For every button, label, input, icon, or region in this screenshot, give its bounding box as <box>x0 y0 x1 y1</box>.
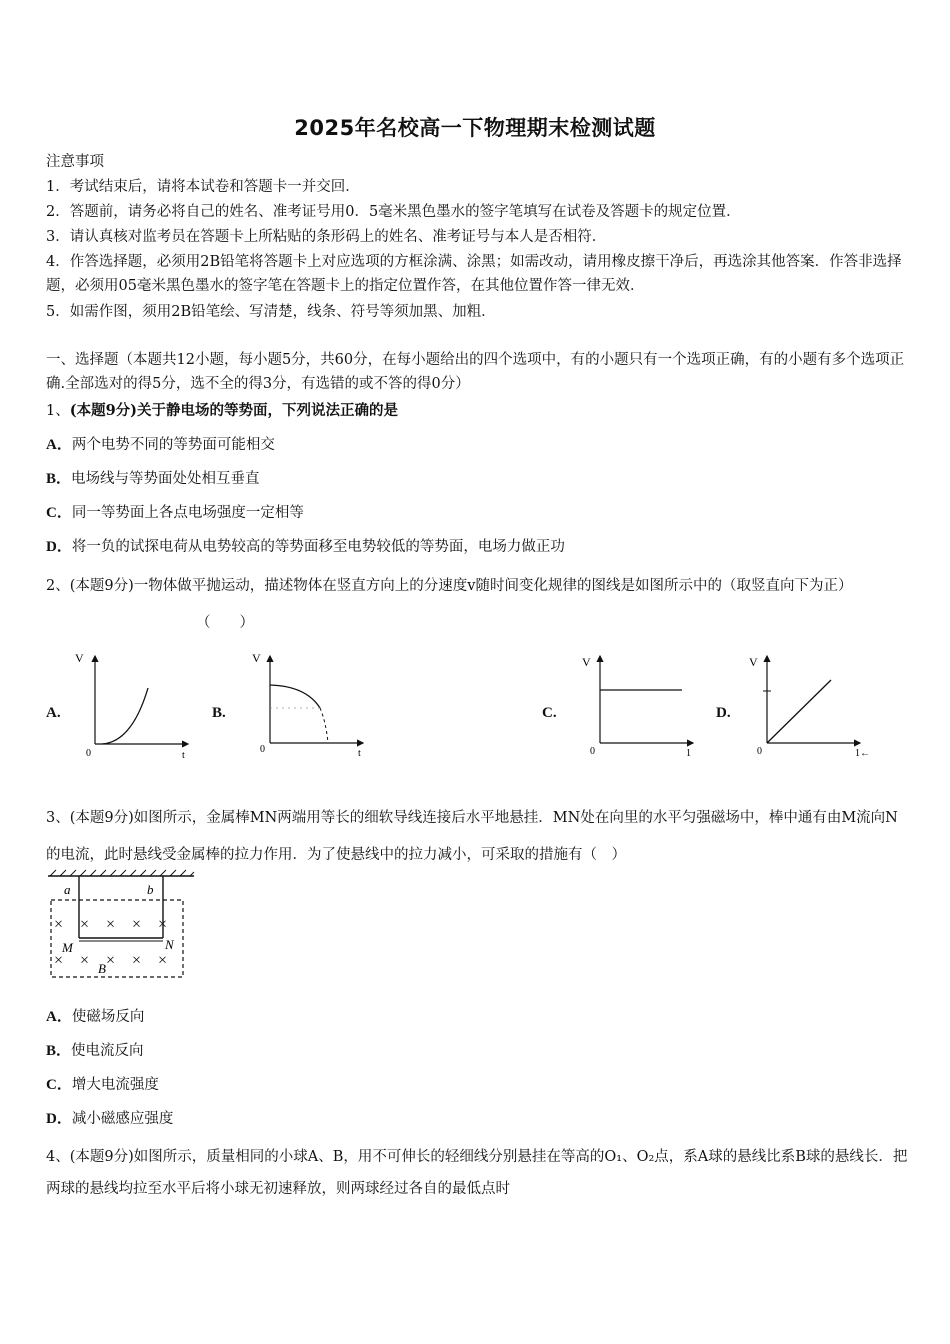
origin-label: 0 <box>757 746 762 757</box>
q3-option-b <box>46 1041 144 1061</box>
graph-curve <box>102 688 148 744</box>
option-text: 使磁场反向 <box>71 1009 145 1025</box>
graph-c-label: C. <box>542 705 557 721</box>
cross-mark: × <box>132 952 142 969</box>
question-2 <box>46 568 908 642</box>
y-axis-label: V <box>252 651 261 665</box>
notice-item-2: 2．答题前，请务必将自己的姓名、准考证号用0．5毫米黑色墨水的签字笔填写在试卷及答题卡的规定位置． <box>46 204 741 220</box>
notice-item-1: 1．考试结束后，请将本试卷和答题卡一并交回． <box>46 179 360 195</box>
q1-option-d <box>46 537 565 557</box>
graph-a-label: A. <box>46 705 61 721</box>
q3-option-c <box>46 1075 159 1095</box>
question-number: 1、 <box>46 403 70 419</box>
x-axis-label: 1← <box>855 748 870 759</box>
y-axis-label: V <box>749 655 758 669</box>
graph-curve <box>270 685 320 708</box>
option-label: B． <box>46 471 72 487</box>
cross-mark: × <box>106 952 116 969</box>
y-axis-label: V <box>75 651 84 665</box>
option-label: A． <box>46 1009 72 1025</box>
notice-item-3: 3．请认真核对监考员在答题卡上所粘贴的条形码上的姓名、准考证号与本人是否相符． <box>46 229 607 245</box>
graph-b <box>248 648 373 763</box>
graph-d <box>745 650 880 762</box>
question-stem: (本题9分)一物体做平抛运动，描述物体在竖直方向上的分速度v随时间变化规律的图线是如图所示中的（取竖直向下为正） <box>69 578 853 594</box>
question-3 <box>46 800 908 874</box>
q3-option-d <box>46 1109 173 1129</box>
option-text: 将一负的试探电荷从电势较高的等势面移至电势较低的等势面，电场力做正功 <box>71 539 565 555</box>
y-axis-label: V <box>582 655 591 669</box>
graph-line <box>767 680 831 743</box>
q1-option-c <box>46 503 304 523</box>
graph-curve-dashed <box>320 708 328 743</box>
question-number: 4、 <box>46 1149 70 1165</box>
option-label: C． <box>46 505 72 521</box>
option-text: 减小磁感应强度 <box>71 1111 174 1127</box>
notice-heading: 注意事项 <box>46 154 104 170</box>
q3-option-a <box>46 1007 144 1027</box>
cross-mark: × <box>106 916 116 933</box>
option-text: 同一等势面上各点电场强度一定相等 <box>71 505 304 521</box>
question-stem: (本题9分)如图所示，金属棒MN两端用等长的细软导线连接后水平地悬挂．MN处在向里的水平匀强磁场中，棒中通有由M流向N的电流，此时悬线受金属棒的拉力作用．为了使悬线中的拉力减小，可采取的措施有（ ） <box>46 810 898 863</box>
cross-mark: × <box>54 952 64 969</box>
question-stem: (本题9分)如图所示，质量相同的小球A、B，用不可伸长的轻细线分别悬挂在等高的O₁、O₂点，系A球的悬线比系B球的悬线长．把两球的悬线均拉至水平后将小球无初速释放，则两球经过各自的最低点时 <box>46 1149 908 1197</box>
x-axis-label: t <box>182 750 185 761</box>
label-a: a <box>64 882 71 897</box>
question-number: 2、 <box>46 578 70 594</box>
ceiling-hatch <box>50 870 194 876</box>
cross-mark: × <box>80 952 90 969</box>
q1-option-b <box>46 469 260 489</box>
option-text: 电场线与等势面处处相互垂直 <box>71 471 260 487</box>
origin-label: 0 <box>260 744 265 755</box>
cross-mark: × <box>158 952 168 969</box>
section-intro: 一、选择题（本题共12小题，每小题5分，共60分，在每小题给出的四个选项中，有的小题只有一个选项正确，有的小题有多个选项正确.全部选对的得5分，选不全的得3分，有选错的或不答的得0分） <box>46 352 905 392</box>
label-n: N <box>165 937 174 952</box>
option-text: 使电流反向 <box>71 1043 144 1059</box>
question-4 <box>46 1141 908 1205</box>
x-axis-label: 1 <box>686 748 691 759</box>
question-stem: (本题9分)关于静电场的等势面，下列说法正确的是 <box>69 402 399 419</box>
question-1 <box>46 401 398 421</box>
cross-mark: × <box>132 916 142 933</box>
graph-b-label: B. <box>212 705 226 721</box>
notice-item-5: 5．如需作图，须用2B铅笔绘、写清楚，线条、符号等须加黑、加粗． <box>46 304 496 320</box>
answer-blank: （ ） <box>196 615 254 631</box>
option-label: D． <box>46 539 72 555</box>
option-label: A． <box>46 437 72 453</box>
label-m: M <box>62 940 73 955</box>
page-title: 2025年名校高一下物理期末检测试题 <box>294 116 656 140</box>
origin-label: 0 <box>590 746 595 757</box>
cross-mark: × <box>158 916 168 933</box>
graph-a <box>70 648 195 763</box>
x-axis-label: t <box>358 748 361 759</box>
option-label: D． <box>46 1111 72 1127</box>
label-b: b <box>147 882 154 897</box>
magnetic-field-figure <box>46 868 198 980</box>
graph-c <box>578 650 703 762</box>
option-label: B． <box>46 1043 72 1059</box>
option-text: 两个电势不同的等势面可能相交 <box>71 437 275 453</box>
label-b-field: B <box>98 961 106 976</box>
question-number: 3、 <box>46 810 70 826</box>
option-label: C． <box>46 1077 72 1093</box>
option-text: 增大电流强度 <box>71 1077 159 1093</box>
q1-option-a <box>46 435 275 455</box>
graph-d-label: D. <box>716 705 731 721</box>
cross-mark: × <box>54 916 64 933</box>
origin-label: 0 <box>86 748 91 759</box>
notice-item-4: 4．作答选择题，必须用2B铅笔将答题卡上对应选项的方框涂满、涂黑；如需改动，请用橡皮擦干净后，再选涂其他答案．作答非选择题，必须用05毫米黑色墨水的签字笔在答题卡上的指定位置作答，在其他位置作答一律无效． <box>46 254 902 294</box>
cross-mark: × <box>80 916 90 933</box>
